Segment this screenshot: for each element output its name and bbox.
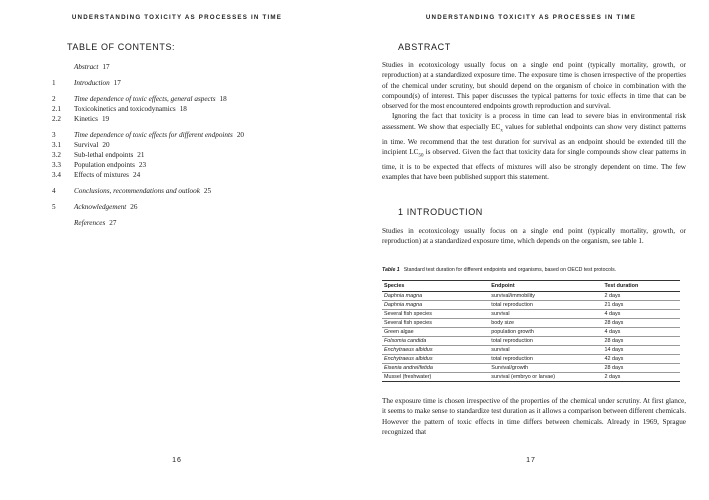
folio-left: 16 <box>172 457 182 464</box>
table-cell-species: Green algae <box>382 328 489 337</box>
toc-entry-title: Toxicokinetics and toxicodynamics <box>74 105 176 113</box>
table-cell-duration: 42 days <box>603 355 681 364</box>
table-cell-endpoint: total reproduction <box>489 355 602 364</box>
table-row <box>382 301 680 310</box>
toc-entry <box>52 78 342 88</box>
table-cell-endpoint: total reproduction <box>489 301 602 310</box>
right-page <box>354 0 708 500</box>
table-row <box>382 310 680 319</box>
toc-entry <box>52 186 342 196</box>
toc-entry-title: Effects of mixtures <box>74 171 129 179</box>
toc-entry-text <box>74 150 144 160</box>
toc-entry-number: 3 <box>52 131 56 139</box>
running-head-left: UNDERSTANDING TOXICITY AS PROCESSES IN TIME <box>71 14 283 21</box>
toc-entry-number: 3.4 <box>52 171 61 179</box>
folio-right: 17 <box>526 457 536 464</box>
toc-entry-page: 20 <box>236 131 245 139</box>
table-caption-label: Table 1 <box>382 267 400 273</box>
toc-entry-text <box>74 202 137 212</box>
toc-entry-title: Sub-lethal endpoints <box>74 151 134 159</box>
table-cell-species: Eisenia andrei/fetida <box>382 364 489 373</box>
toc-entry-number: 3.2 <box>52 151 61 159</box>
toc-entry-number: 3.3 <box>52 161 61 169</box>
table-header-species: Species <box>382 281 489 292</box>
toc-entry-number: 4 <box>52 187 56 195</box>
table-cell-species: Enchytraeus albidus <box>382 346 489 355</box>
toc-entry-text <box>74 130 244 140</box>
table-cell-duration: 2 days <box>603 292 681 301</box>
running-head-right: UNDERSTANDING TOXICITY AS PROCESSES IN TIME <box>425 14 637 21</box>
table-cell-duration: 28 days <box>603 337 681 346</box>
table-cell-duration: 4 days <box>603 328 681 337</box>
toc-entry-page: 21 <box>137 151 145 159</box>
closing-paragraph: The exposure time is chosen irrespective of the properties of the chemical under scrutiny. At first glance, it seems to make sense to standardize test duration as it allows a comparison between different chemicals. However the pattern of toxic effects in time differs between chemicals. Already in 1969, Sprague recognized that <box>382 397 686 436</box>
table-cell-endpoint: survival (embryo or larvae) <box>489 373 602 382</box>
table-cell-endpoint: total reproduction <box>489 337 602 346</box>
toc-entry-title: Time dependence of toxic effects for different endpoints <box>74 131 233 139</box>
table-row <box>382 337 680 346</box>
toc-entry-page: 20 <box>102 141 110 149</box>
table-header-row <box>382 281 680 292</box>
table-cell-species: Enchytraeus albidus <box>382 355 489 364</box>
toc-entry-text <box>74 62 110 72</box>
introduction-body <box>382 226 686 247</box>
toc-entry <box>52 130 342 140</box>
table-row <box>382 355 680 364</box>
toc-entry-title: Abstract <box>74 63 99 71</box>
table-row <box>382 373 680 382</box>
toc-title: TABLE OF CONTENTS: <box>67 42 176 52</box>
toc-entry-page: 18 <box>219 95 227 103</box>
toc-entry-number: 5 <box>52 203 56 211</box>
toc-entry-title: Introduction <box>74 79 110 87</box>
toc-entry <box>52 104 342 114</box>
toc-entry-title: Population endpoints <box>74 161 135 169</box>
toc-entry <box>52 62 342 72</box>
toc-entry <box>52 160 342 170</box>
table-cell-endpoint: survival/immobility <box>489 292 602 301</box>
toc-entry <box>52 114 342 124</box>
toc-entry-text <box>74 160 146 170</box>
toc-entry-text <box>74 78 121 88</box>
left-page <box>0 0 354 500</box>
abstract-paragraph-1: Studies in ecotoxicology usually focus on a single end point (typically mortality, growth, or reproduction) at a standardized exposure time. The exposure time is chosen irrespective of the properties of the chemical under scrutiny, but should depend on the organism of choice in combination with the compound(s) of interest. This paper discusses the typical patterns for toxic effects in time that can be observed for the most encountered endpoints growth reproduction and survival. <box>382 61 686 111</box>
toc-entry-number: 2.1 <box>52 105 61 113</box>
toc-entry-title: Kinetics <box>74 115 98 123</box>
toc-entry <box>52 94 342 104</box>
table-cell-duration: 4 days <box>603 310 681 319</box>
toc-entry-page: 18 <box>179 105 187 113</box>
toc-entry-page: 24 <box>132 171 141 179</box>
toc-entry-text <box>74 170 140 180</box>
toc-entry-number: 1 <box>52 79 56 87</box>
toc-entry-title: References <box>74 219 106 227</box>
toc-entry <box>52 170 342 180</box>
table-cell-duration: 28 days <box>603 364 681 373</box>
table-row <box>382 346 680 355</box>
table-caption <box>382 267 692 273</box>
toc-entry-number: 2 <box>52 95 56 103</box>
toc-entry <box>52 140 342 150</box>
toc-entry-title: Time dependence of toxic effects, general aspects <box>74 95 216 103</box>
toc-entry-text <box>74 186 211 196</box>
table-row <box>382 328 680 337</box>
toc-entry-page: 17 <box>113 79 121 87</box>
abstract-body <box>382 60 686 182</box>
toc-entry-number: 3.1 <box>52 141 61 149</box>
table-header-test-duration: Test duration <box>603 281 681 292</box>
abstract-paragraph-2: Ignoring the fact that toxicity is a process in time can lead to severe bias in environmental risk assessment. We show that especially $EC_x$ values for sublethal endpoints can show very distinct patterns in time. We recommend that the test duration for survival as an endpoint should be extended till the incipient $LC_{50}$ is observed. Given the fact that toxicity data for single compounds show clear patterns in time, it is to be expected that effects of mixtures will also be strongly dependent on time. The few examples that have been published support this statement. <box>382 112 686 181</box>
table-cell-duration: 2 days <box>603 373 681 382</box>
table-cell-duration: 21 days <box>603 301 681 310</box>
table-caption-text: Standard test duration for different endpoints and organisms, based on OECD test protocols. <box>403 267 617 273</box>
table-cell-endpoint: Survival/growth <box>489 364 602 373</box>
abstract-title: ABSTRACT <box>398 42 451 52</box>
toc-entry-text <box>74 218 116 228</box>
table-cell-species: Daphnia magna <box>382 301 489 310</box>
toc-entry-number: 2.2 <box>52 115 61 123</box>
toc-entry-page: 26 <box>130 203 138 211</box>
table-cell-duration: 14 days <box>603 346 681 355</box>
table-of-contents <box>52 62 342 228</box>
table-cell-endpoint: population growth <box>489 328 602 337</box>
table-cell-endpoint: survival <box>489 310 602 319</box>
toc-entry-title: Survival <box>74 141 99 149</box>
table-cell-species: Folsomia candida <box>382 337 489 346</box>
table-cell-species: Several fish species <box>382 310 489 319</box>
toc-entry-text <box>74 104 187 114</box>
table-cell-species: Several fish species <box>382 319 489 328</box>
table-cell-endpoint: body size <box>489 319 602 328</box>
toc-entry-title: Conclusions, recommendations and outlook <box>74 187 200 195</box>
toc-entry <box>52 218 342 228</box>
table-cell-species: Daphnia magna <box>382 292 489 301</box>
table-cell-duration: 28 days <box>603 319 681 328</box>
table-cell-endpoint: survival <box>489 346 602 355</box>
toc-entry-page: 17 <box>102 63 110 71</box>
test-duration-table <box>382 280 680 382</box>
toc-entry-page: 23 <box>138 161 147 169</box>
introduction-title: 1 INTRODUCTION <box>398 207 483 217</box>
toc-entry-text <box>74 94 227 104</box>
table-row <box>382 319 680 328</box>
closing-body <box>382 396 686 437</box>
toc-entry-page: 27 <box>109 219 117 227</box>
introduction-paragraph-1: Studies in ecotoxicology usually focus on a single end point (typically mortality, growth, or reproduction) at a standardized exposure time, which depends on the organism, see table 1. <box>382 227 686 246</box>
toc-entry-text <box>74 114 109 124</box>
table-row <box>382 364 680 373</box>
table-cell-species: Mussel (freshwater) <box>382 373 489 382</box>
toc-entry-text <box>74 140 110 150</box>
toc-entry-page: 19 <box>101 115 110 123</box>
toc-entry <box>52 202 342 212</box>
table-row <box>382 292 680 301</box>
table-header-endpoint: Endpoint <box>489 281 602 292</box>
toc-entry-title: Acknowledgement <box>74 203 127 211</box>
toc-entry <box>52 150 342 160</box>
toc-entry-page: 25 <box>203 187 212 195</box>
